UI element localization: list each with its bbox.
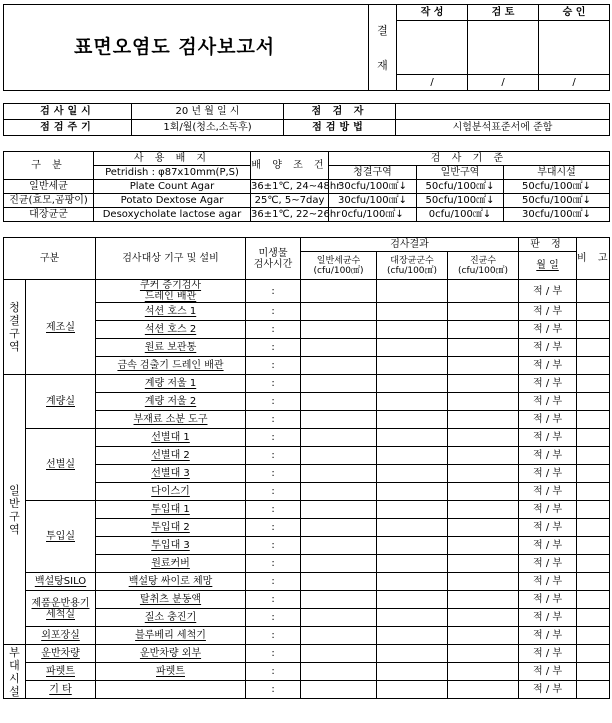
group-label: 제품운반용기 세척실 <box>26 591 96 627</box>
judge-cell[interactable]: 적 / 부 <box>519 519 577 537</box>
general-bacteria-cell[interactable] <box>301 537 377 555</box>
media-category: 진균(효모,곰팡이) <box>4 194 94 208</box>
fungi-cell[interactable] <box>448 645 519 663</box>
judge-cell[interactable]: 적 / 부 <box>519 537 577 555</box>
table-row <box>4 573 610 591</box>
judge-cell[interactable]: 적 / 부 <box>519 645 577 663</box>
coliform-cell[interactable] <box>377 501 448 519</box>
inspection-target: 선별대 3 <box>96 465 246 483</box>
note-cell[interactable] <box>577 321 610 339</box>
sampling-time-cell[interactable]: : <box>246 681 301 699</box>
inspection-target: 운반차량 외부 <box>96 645 246 663</box>
media-row <box>4 180 610 194</box>
group-label: 선별실 <box>26 429 96 501</box>
table-row <box>4 429 610 447</box>
approval-approve-date[interactable]: / <box>539 75 610 91</box>
general-bacteria-cell[interactable] <box>301 393 377 411</box>
results-sampling-header: 미생물 검사시간 <box>246 238 301 280</box>
results-judge-header: 판 정 <box>519 238 577 252</box>
media-culture-condition: 36±1℃, 22~26hr <box>251 209 341 220</box>
note-cell[interactable] <box>577 280 610 303</box>
sampling-time-cell[interactable]: : <box>246 393 301 411</box>
inspection-target: 선별대 2 <box>96 447 246 465</box>
general-bacteria-cell[interactable] <box>301 357 377 375</box>
inspector-value[interactable] <box>396 104 610 120</box>
inspection-target: 질소 충진기 <box>96 609 246 627</box>
sampling-time-cell[interactable]: : <box>246 411 301 429</box>
approval-approve-header: 승 인 <box>539 5 610 21</box>
fungi-cell[interactable] <box>448 483 519 501</box>
note-cell[interactable] <box>577 663 610 681</box>
general-bacteria-cell[interactable] <box>301 591 377 609</box>
coliform-cell[interactable] <box>377 280 448 303</box>
approval-review-header: 검 토 <box>468 5 539 21</box>
general-bacteria-cell[interactable] <box>301 681 377 699</box>
fungi-cell[interactable] <box>448 375 519 393</box>
result-coliform-header: 대장균군수 (cfu/100㎠) <box>377 252 448 280</box>
note-cell[interactable] <box>577 303 610 321</box>
result-general-bacteria-header: 일반세균수 (cfu/100㎠) <box>301 252 377 280</box>
group-label: 운반차량 <box>26 645 96 663</box>
general-bacteria-cell[interactable] <box>301 519 377 537</box>
note-cell[interactable] <box>577 555 610 573</box>
general-bacteria-cell[interactable] <box>301 429 377 447</box>
fungi-cell[interactable] <box>448 357 519 375</box>
coliform-cell[interactable] <box>377 339 448 357</box>
criteria-facility-value: 50cfu/100㎠↓ <box>504 180 610 194</box>
sampling-time-cell[interactable]: : <box>246 483 301 501</box>
note-cell[interactable] <box>577 519 610 537</box>
inspection-target: 다이스기 <box>96 483 246 501</box>
sampling-time-cell[interactable]: : <box>246 591 301 609</box>
group-label: 기 타 <box>26 681 96 699</box>
area-label: 청 결 구 역 <box>4 280 26 375</box>
fungi-cell[interactable] <box>448 609 519 627</box>
table-row <box>4 627 610 645</box>
general-bacteria-cell[interactable] <box>301 465 377 483</box>
note-cell[interactable] <box>577 393 610 411</box>
judge-cell[interactable]: 적 / 부 <box>519 411 577 429</box>
note-cell[interactable] <box>577 609 610 627</box>
fungi-cell[interactable] <box>448 501 519 519</box>
sampling-time-cell[interactable]: : <box>246 303 301 321</box>
method-label: 점검방법 <box>284 120 396 136</box>
inspection-target <box>96 681 246 699</box>
criteria-facility-value: 30cfu/100㎠↓ <box>504 208 610 222</box>
general-bacteria-cell[interactable] <box>301 411 377 429</box>
coliform-cell[interactable] <box>377 645 448 663</box>
media-petridish-spec: Petridish : φ87x10mm(P,S) <box>94 166 251 180</box>
note-cell[interactable] <box>577 501 610 519</box>
media-criteria-header: 검 사 기 준 <box>329 152 610 166</box>
general-bacteria-cell[interactable] <box>301 645 377 663</box>
fungi-cell[interactable] <box>448 339 519 357</box>
fungi-cell[interactable] <box>448 280 519 303</box>
group-label: 외포장실 <box>26 627 96 645</box>
media-row <box>4 208 610 222</box>
approval-author-date[interactable]: / <box>397 75 468 91</box>
note-cell[interactable] <box>577 681 610 699</box>
approval-review-date[interactable]: / <box>468 75 539 91</box>
inspection-target: 계량 저울 1 <box>96 375 246 393</box>
fungi-cell[interactable] <box>448 663 519 681</box>
sampling-time-cell[interactable]: : <box>246 663 301 681</box>
fungi-cell[interactable] <box>448 627 519 645</box>
inspection-date-value[interactable]: 20 년 월 일 시 <box>132 104 284 120</box>
judge-cell[interactable]: 적 / 부 <box>519 681 577 699</box>
note-cell[interactable] <box>577 429 610 447</box>
coliform-cell[interactable] <box>377 483 448 501</box>
judge-cell[interactable]: 적 / 부 <box>519 339 577 357</box>
area-label: 일 반 구 역 <box>4 375 26 645</box>
judge-cell[interactable]: 적 / 부 <box>519 357 577 375</box>
judge-cell[interactable]: 적 / 부 <box>519 627 577 645</box>
general-bacteria-cell[interactable] <box>301 447 377 465</box>
note-cell[interactable] <box>577 537 610 555</box>
table-row <box>4 501 610 519</box>
fungi-cell[interactable] <box>448 393 519 411</box>
note-cell[interactable] <box>577 591 610 609</box>
judge-cell[interactable]: 적 / 부 <box>519 280 577 303</box>
inspection-target: 석션 호스 1 <box>96 303 246 321</box>
criteria-clean-value: 30cfu/100㎠↓ <box>329 194 417 208</box>
note-cell[interactable] <box>577 411 610 429</box>
coliform-cell[interactable] <box>377 591 448 609</box>
fungi-cell[interactable] <box>448 321 519 339</box>
media-category: 대장균군 <box>4 208 94 222</box>
sampling-time-cell[interactable]: : <box>246 573 301 591</box>
fungi-cell[interactable] <box>448 447 519 465</box>
group-label: 계량실 <box>26 375 96 429</box>
judge-cell[interactable]: 적 / 부 <box>519 303 577 321</box>
general-bacteria-cell[interactable] <box>301 609 377 627</box>
inspection-target: 투입대 3 <box>96 537 246 555</box>
approval-author-sign[interactable] <box>397 21 468 75</box>
coliform-cell[interactable] <box>377 465 448 483</box>
criteria-general-header: 일반구역 <box>417 166 504 180</box>
coliform-cell[interactable] <box>377 429 448 447</box>
media-culture-condition: 25℃, 5~7day <box>251 194 329 208</box>
coliform-cell[interactable] <box>377 411 448 429</box>
sampling-time-cell[interactable]: : <box>246 501 301 519</box>
results-target-header: 검사대상 기구 및 설비 <box>96 238 246 280</box>
coliform-cell[interactable] <box>377 393 448 411</box>
inspection-target: 석션 호스 2 <box>96 321 246 339</box>
general-bacteria-cell[interactable] <box>301 573 377 591</box>
sampling-time-cell[interactable]: : <box>246 280 301 303</box>
note-cell[interactable] <box>577 627 610 645</box>
report-header <box>3 4 610 91</box>
note-cell[interactable] <box>577 465 610 483</box>
results-judge-date-header[interactable]: 월 일 <box>519 252 577 280</box>
approval-approve-sign[interactable] <box>539 21 610 75</box>
sampling-time-cell[interactable]: : <box>246 429 301 447</box>
group-label: 투입실 <box>26 501 96 573</box>
area-label: 부 대 시 설 <box>4 645 26 699</box>
group-label: 파렛트 <box>26 663 96 681</box>
criteria-clean-value: 30cfu/100㎠↓ <box>329 180 417 194</box>
cycle-label: 점검주기 <box>4 120 132 136</box>
sampling-time-cell[interactable]: : <box>246 555 301 573</box>
sampling-time-cell[interactable]: : <box>246 321 301 339</box>
criteria-clean-value: 0cfu/100㎠↓ <box>329 208 417 222</box>
fungi-cell[interactable] <box>448 591 519 609</box>
judge-cell[interactable]: 적 / 부 <box>519 375 577 393</box>
media-culture-header: 배 양 조 건 <box>251 152 329 180</box>
approval-label: 결 재 <box>369 5 397 91</box>
inspection-target: 계량 저울 2 <box>96 393 246 411</box>
cycle-value[interactable]: 1회/월(청소,소독후) <box>132 120 284 136</box>
coliform-cell[interactable] <box>377 321 448 339</box>
media-category: 일반세균 <box>4 180 94 194</box>
media-medium-header: 사 용 배 지 <box>94 152 251 166</box>
sampling-time-cell[interactable]: : <box>246 645 301 663</box>
sampling-time-cell[interactable]: : <box>246 627 301 645</box>
general-bacteria-cell[interactable] <box>301 375 377 393</box>
sampling-time-cell[interactable]: : <box>246 375 301 393</box>
inspection-target: 부재료 소분 도구 <box>96 411 246 429</box>
judge-cell[interactable]: 적 / 부 <box>519 465 577 483</box>
judge-cell[interactable]: 적 / 부 <box>519 429 577 447</box>
coliform-cell[interactable] <box>377 375 448 393</box>
results-category-header: 구분 <box>4 238 96 280</box>
table-row <box>4 681 610 699</box>
criteria-general-value: 50cfu/100㎠↓ <box>417 194 504 208</box>
inspection-target: 선별대 1 <box>96 429 246 447</box>
note-cell[interactable] <box>577 447 610 465</box>
note-cell[interactable] <box>577 645 610 663</box>
inspection-target: 금속 검출기 드레인 배관 <box>96 357 246 375</box>
table-row <box>4 645 610 663</box>
fungi-cell[interactable] <box>448 411 519 429</box>
judge-cell[interactable]: 적 / 부 <box>519 555 577 573</box>
media-medium-name: Plate Count Agar <box>94 180 251 194</box>
judge-cell[interactable]: 적 / 부 <box>519 393 577 411</box>
method-value[interactable]: 시험분석표준서에 준함 <box>396 120 610 136</box>
judge-cell[interactable]: 적 / 부 <box>519 663 577 681</box>
table-row <box>4 375 610 393</box>
fungi-cell[interactable] <box>448 519 519 537</box>
general-bacteria-cell[interactable] <box>301 483 377 501</box>
general-bacteria-cell[interactable] <box>301 303 377 321</box>
judge-cell[interactable]: 적 / 부 <box>519 609 577 627</box>
note-cell[interactable] <box>577 375 610 393</box>
sampling-time-cell[interactable]: : <box>246 339 301 357</box>
criteria-clean-header: 청결구역 <box>329 166 417 180</box>
judge-cell[interactable]: 적 / 부 <box>519 501 577 519</box>
sampling-time-cell[interactable]: : <box>246 357 301 375</box>
criteria-general-value: 50cfu/100㎠↓ <box>417 180 504 194</box>
general-bacteria-cell[interactable] <box>301 501 377 519</box>
fungi-cell[interactable] <box>448 537 519 555</box>
general-bacteria-cell[interactable] <box>301 663 377 681</box>
sampling-time-cell[interactable]: : <box>246 609 301 627</box>
group-label: 제조실 <box>26 280 96 375</box>
coliform-cell[interactable] <box>377 573 448 591</box>
inspection-target: 탈취츠 분동액 <box>96 591 246 609</box>
results-result-header: 검사결과 <box>301 238 519 252</box>
general-bacteria-cell[interactable] <box>301 555 377 573</box>
sampling-time-cell[interactable]: : <box>246 447 301 465</box>
media-culture-condition: 36±1℃, 24~48hr <box>251 181 341 192</box>
inspection-target: 투입대 1 <box>96 501 246 519</box>
sampling-time-cell[interactable]: : <box>246 519 301 537</box>
note-cell[interactable] <box>577 339 610 357</box>
criteria-facility-header: 부대시설 <box>504 166 610 180</box>
coliform-cell[interactable] <box>377 663 448 681</box>
coliform-cell[interactable] <box>377 681 448 699</box>
fungi-cell[interactable] <box>448 681 519 699</box>
criteria-general-value: 0cfu/100㎠↓ <box>417 208 504 222</box>
inspection-target: 백설탕 싸이로 체망 <box>96 573 246 591</box>
coliform-cell[interactable] <box>377 303 448 321</box>
judge-cell[interactable]: 적 / 부 <box>519 447 577 465</box>
media-medium-name: Potato Dextose Agar <box>94 194 251 208</box>
fungi-cell[interactable] <box>448 465 519 483</box>
coliform-cell[interactable] <box>377 357 448 375</box>
general-bacteria-cell[interactable] <box>301 627 377 645</box>
media-medium-name: Desoxycholate lactose agar <box>94 208 251 222</box>
inspector-label: 점 검 자 <box>284 104 396 120</box>
group-label: 백설탕SILO <box>26 573 96 591</box>
judge-cell[interactable]: 적 / 부 <box>519 321 577 339</box>
fungi-cell[interactable] <box>448 429 519 447</box>
inspection-target: 원료커버 <box>96 555 246 573</box>
approval-review-sign[interactable] <box>468 21 539 75</box>
result-fungi-header: 진균수 (cfu/100㎠) <box>448 252 519 280</box>
fungi-cell[interactable] <box>448 303 519 321</box>
inspection-target: 쿠커 증기검사 드레인 배관 <box>96 280 246 303</box>
note-cell[interactable] <box>577 483 610 501</box>
general-bacteria-cell[interactable] <box>301 321 377 339</box>
note-cell[interactable] <box>577 573 610 591</box>
judge-cell[interactable]: 적 / 부 <box>519 573 577 591</box>
inspection-target: 파렛트 <box>96 663 246 681</box>
coliform-cell[interactable] <box>377 555 448 573</box>
judge-cell[interactable]: 적 / 부 <box>519 591 577 609</box>
table-row <box>4 280 610 303</box>
results-table <box>3 237 610 699</box>
table-row <box>4 591 610 609</box>
general-bacteria-cell[interactable] <box>301 280 377 303</box>
criteria-facility-value: 50cfu/100㎠↓ <box>504 194 610 208</box>
inspection-target: 블루베리 세척기 <box>96 627 246 645</box>
sampling-time-cell[interactable]: : <box>246 537 301 555</box>
media-table <box>3 151 610 222</box>
table-row <box>4 663 610 681</box>
note-cell[interactable] <box>577 357 610 375</box>
sampling-time-cell[interactable]: : <box>246 465 301 483</box>
general-bacteria-cell[interactable] <box>301 339 377 357</box>
coliform-cell[interactable] <box>377 519 448 537</box>
coliform-cell[interactable] <box>377 537 448 555</box>
media-category-header: 구 분 <box>4 152 94 180</box>
approval-author-header: 작 성 <box>397 5 468 21</box>
fungi-cell[interactable] <box>448 555 519 573</box>
coliform-cell[interactable] <box>377 609 448 627</box>
inspection-date-label: 검사일시 <box>4 104 132 120</box>
inspection-info <box>3 103 610 136</box>
inspection-target: 투입대 2 <box>96 519 246 537</box>
inspection-target: 원료 보관통 <box>96 339 246 357</box>
coliform-cell[interactable] <box>377 627 448 645</box>
judge-cell[interactable]: 적 / 부 <box>519 483 577 501</box>
media-row <box>4 194 610 208</box>
results-note-header: 비 고 <box>577 238 610 280</box>
coliform-cell[interactable] <box>377 447 448 465</box>
fungi-cell[interactable] <box>448 573 519 591</box>
report-title: 표면오염도 검사보고서 <box>4 5 369 91</box>
